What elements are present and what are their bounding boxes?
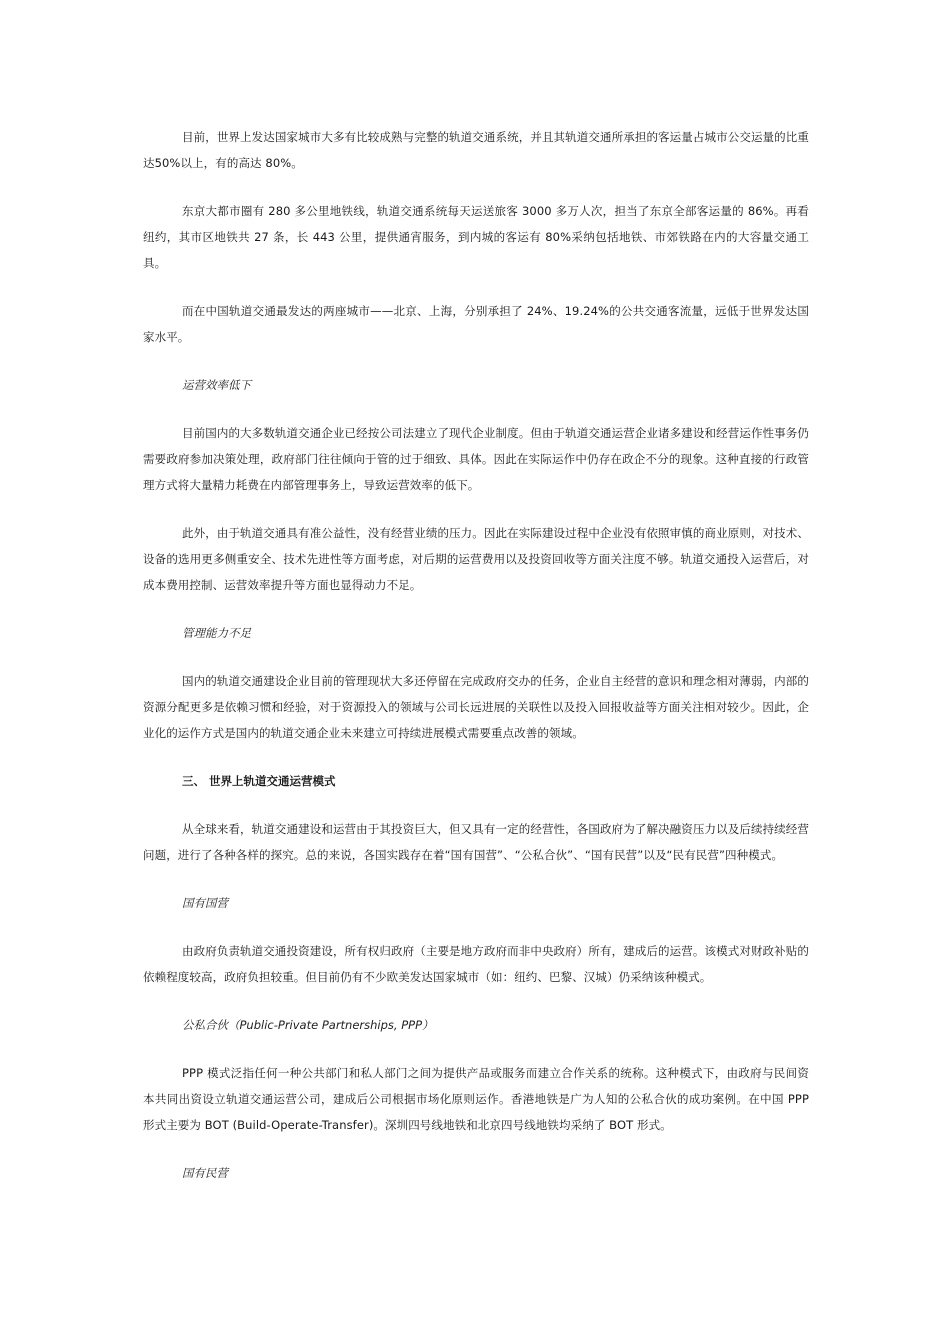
paragraph-management-status: 国内的轨道交通建设企业目前的管理现状大多还停留在完成政府交办的任务，企业自主经营的意识和理念相对薄弱，内部的资源分配更多是依赖习惯和经验，对于资源投入的领域与公司长远进展的关联性以及投入回报收益等方面关注相对较少。因此，企业化的运作方式是国内的轨道交通企业未来建立可持续进展模式需要重点改善的领域。 (143, 674, 809, 740)
subheading-management-capability: 管理能力不足 (182, 626, 251, 640)
paragraph-state-owned-operated: 由政府负责轨道交通投资建设，所有权归政府（主要是地方政府而非中央政府）所有，建成后的运营。该模式对财政补贴的依赖程度较高，政府负担较重。但目前仍有不少欧美发达国家城市（如：纽约、巴黎、汉城）仍采纳该种模式。 (143, 944, 809, 984)
subheading-state-owned-operated: 国有国营 (182, 896, 228, 910)
paragraph-china-cities: 而在中国轨道交通最发达的两座城市——北京、上海，分别承担了 24%、19.24%的公共交通客流量，远低于世界发达国家水平。 (143, 304, 809, 344)
paragraph-tokyo-newyork: 东京大都市圈有 280 多公里地铁线，轨道交通系统每天运送旅客 3000 多万人次，担当了东京全部客运量的 86%。再看纽约，其市区地铁共 27 条，长 443 公里，提供通宵服务，到内城的客运有 80%采纳包括地铁、市郊铁路在内的大容量交通工具。 (143, 204, 809, 270)
paragraph-developed-countries: 目前，世界上发达国家城市大多有比较成熟与完整的轨道交通系统，并且其轨道交通所承担的客运量占城市公交运量的比重达50%以上，有的高达 80%。 (143, 130, 809, 170)
subheading-low-efficiency: 运营效率低下 (182, 378, 251, 392)
paragraph-ppp: PPP 模式泛指任何一种公共部门和私人部门之间为提供产品或服务而建立合作关系的统称。这种模式下，由政府与民间资本共同出资设立轨道交通运营公司，建成后公司根据市场化原则运作。香港地铁是广为人知的公私合伙的成功案例。在中国 PPP 形式主要为 BOT (Build-Operate-Transfer)。深圳四号线地铁和北京四号线地铁均采纳了 BOT 形式。 (143, 1066, 809, 1132)
subheading-state-owned-private-operated: 国有民营 (182, 1166, 228, 1180)
section-heading-operation-models: 三、 世界上轨道交通运营模式 (182, 774, 336, 788)
paragraph-global-overview: 从全球来看，轨道交通建设和运营由于其投资巨大，但又具有一定的经营性，各国政府为了解决融资压力以及后续持续经营问题，进行了各种各样的探究。总的来说，各国实践存在着“国有国营”、“公私合伙”、“国有民营”以及“民有民营”四种模式。 (143, 822, 809, 862)
paragraph-enterprise-system: 目前国内的大多数轨道交通企业已经按公司法建立了现代企业制度。但由于轨道交通运营企业诸多建设和经营运作性事务仍需要政府参加决策处理，政府部门往往倾向于管的过于细致、具体。因此在实际运作中仍存在政企不分的现象。这种直接的行政管理方式将大量精力耗费在内部管理事务上，导致运营效率的低下。 (143, 426, 809, 492)
document-body (143, 124, 809, 1186)
paragraph-quasi-public: 此外，由于轨道交通具有准公益性，没有经营业绩的压力。因此在实际建设过程中企业没有依照审慎的商业原则，对技术、设备的选用更多侧重安全、技术先进性等方面考虑，对后期的运营费用以及投资回收等方面关注度不够。轨道交通投入运营后，对成本费用控制、运营效率提升等方面也显得动力不足。 (143, 526, 809, 592)
subheading-ppp: 公私合伙（Public-Private Partnerships, PPP） (182, 1018, 434, 1032)
